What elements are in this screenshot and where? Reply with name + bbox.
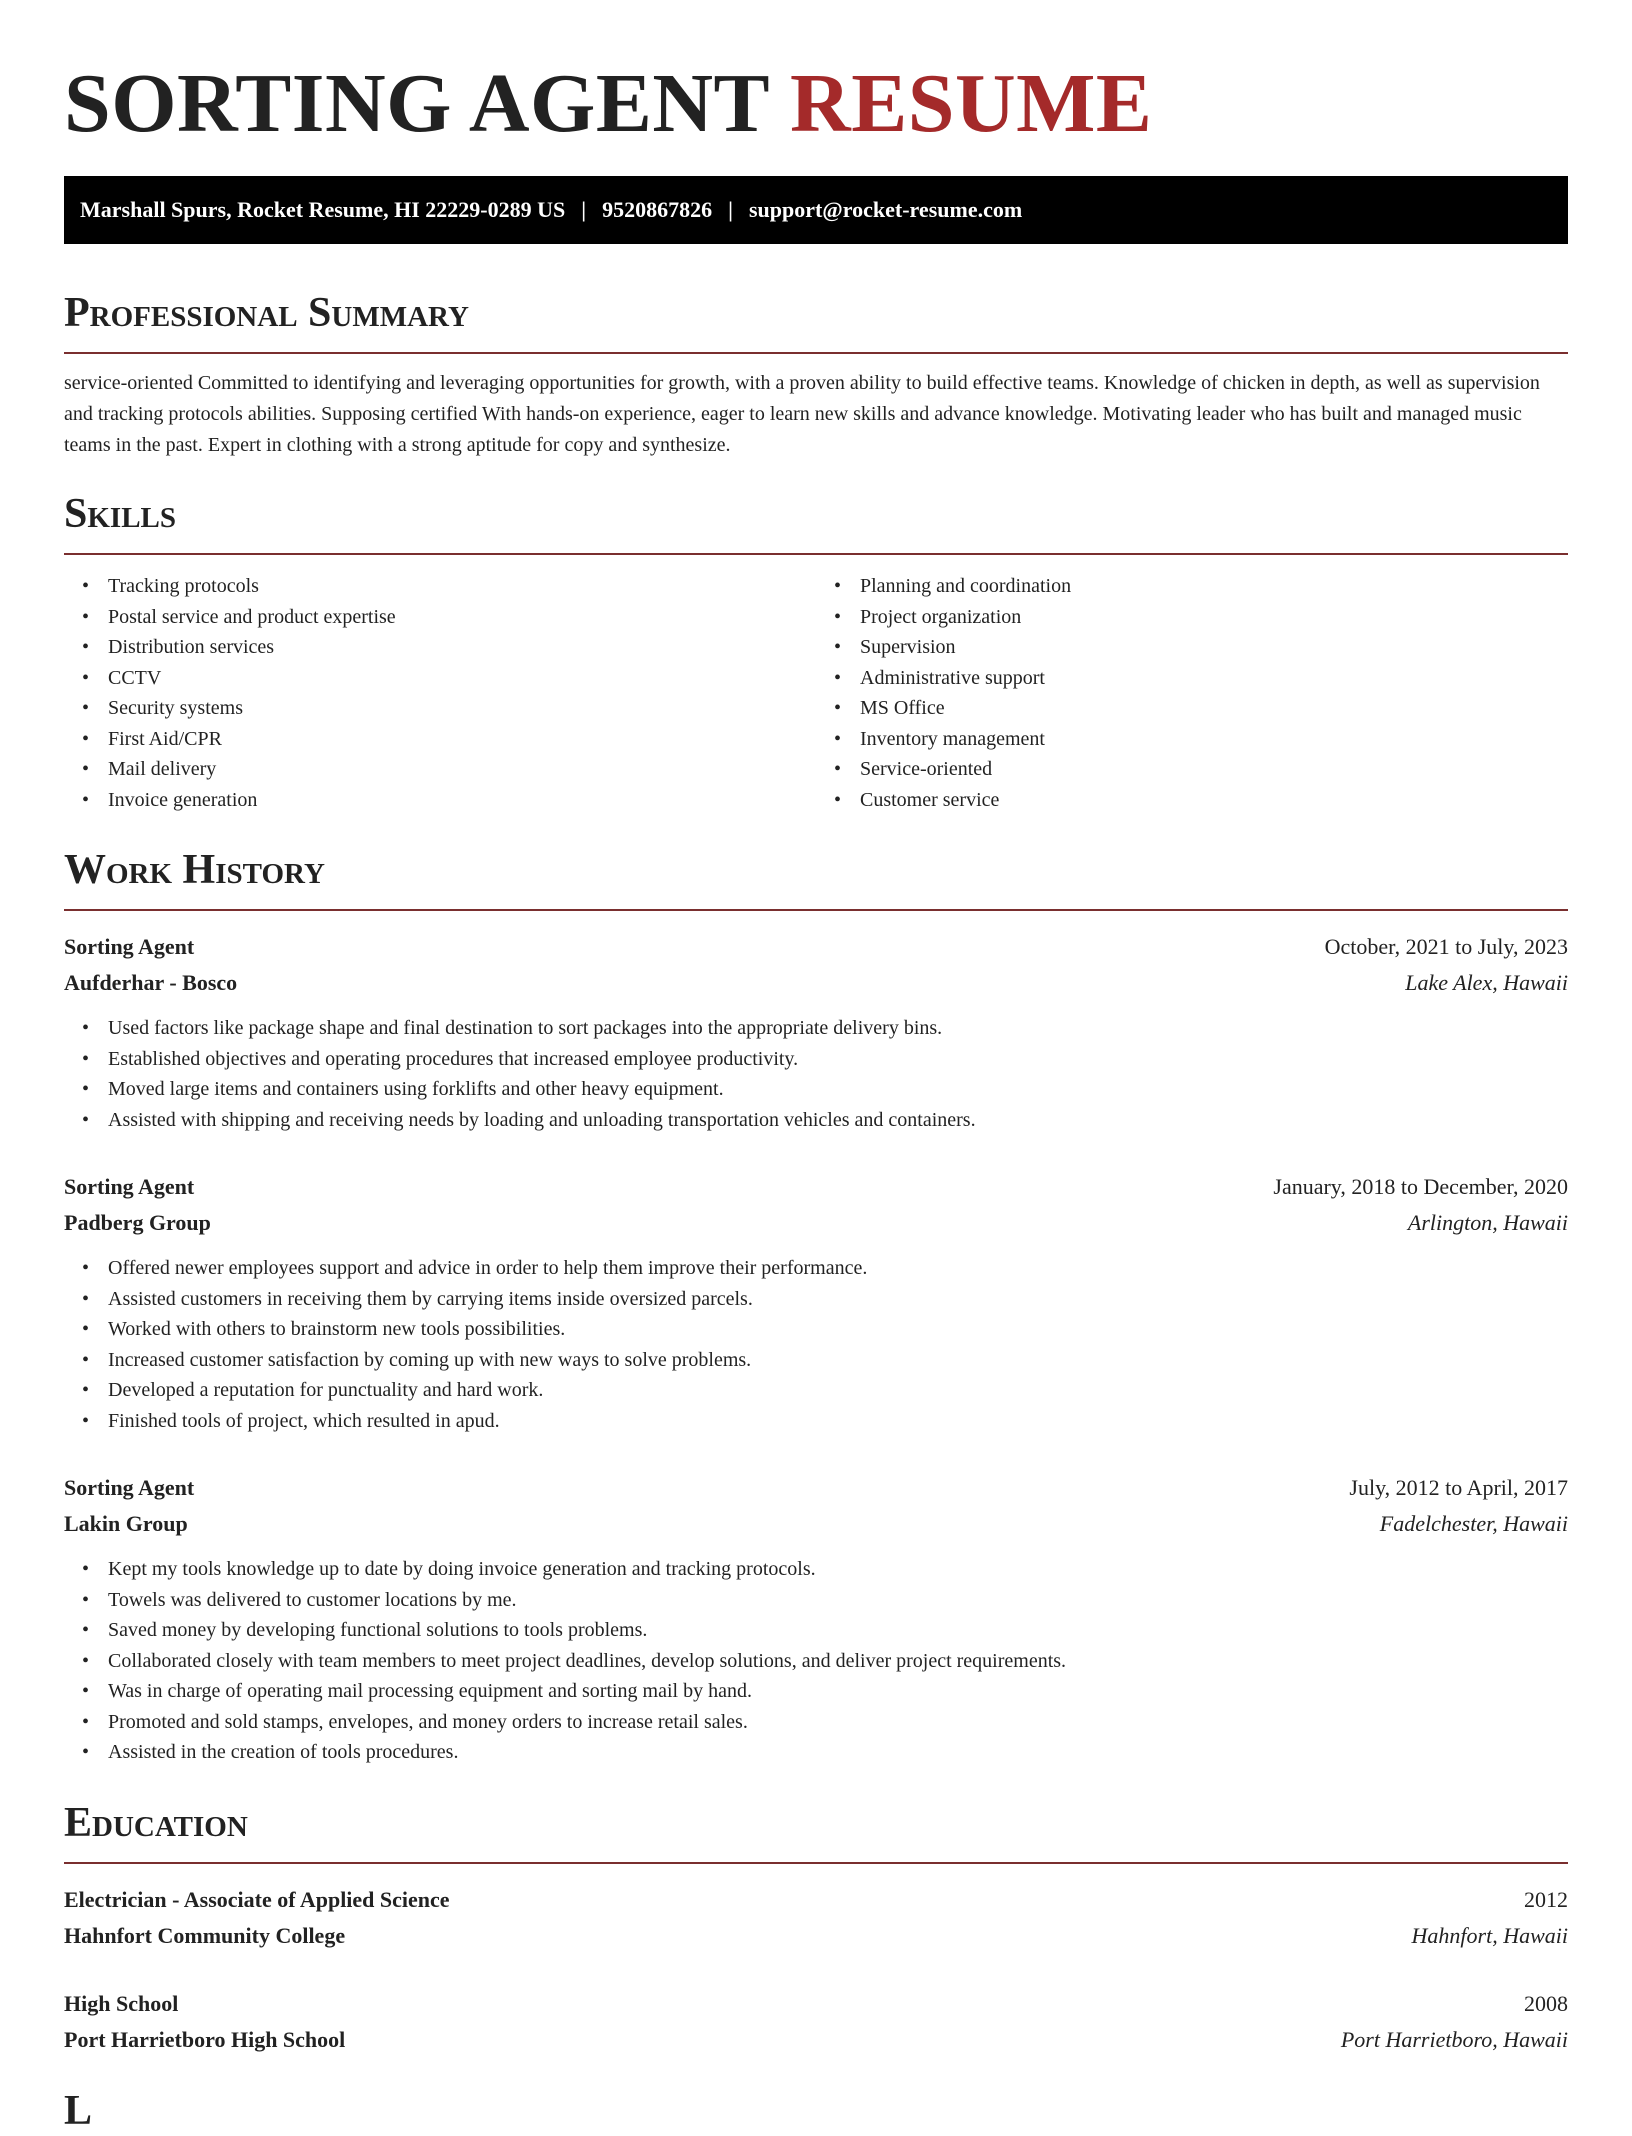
skill-item: • Planning and coordination	[860, 571, 1568, 602]
summary-section	[64, 288, 1568, 461]
contact-address: Marshall Spurs, Rocket Resume, HI 22229-0289 US	[80, 197, 566, 222]
job-title: Sorting Agent	[64, 1475, 195, 1500]
job-bullet: • Was in charge of operating mail processing equipment and sorting mail by hand.	[108, 1676, 1568, 1707]
skill-item: • Administrative support	[860, 663, 1568, 694]
skill-item: • Service-oriented	[860, 754, 1568, 785]
job-header-row	[64, 1169, 1568, 1205]
job-bullet: • Saved money by developing functional solutions to tools problems.	[108, 1615, 1568, 1646]
job-bullets	[64, 1554, 1568, 1768]
resume-page	[64, 0, 1568, 2136]
job-bullet: • Assisted in the creation of tools procedures.	[108, 1737, 1568, 1768]
work-history-section	[64, 845, 1568, 1768]
job-dates: January, 2018 to December, 2020	[1273, 1174, 1568, 1199]
education-entry	[64, 1986, 1568, 2058]
job-bullet: • Offered newer employees support and advice in order to help them improve their performance.	[108, 1253, 1568, 1284]
title-accent: RESUME	[790, 57, 1153, 150]
contact-bar	[64, 176, 1568, 244]
education-heading: Education	[64, 1798, 1568, 1864]
job-company: Padberg Group	[64, 1210, 211, 1235]
job-bullets	[64, 1253, 1568, 1436]
job-bullet: • Used factors like package shape and final destination to sort packages into the appropriate delivery bins.	[108, 1013, 1568, 1044]
skill-item: • Postal service and product expertise	[108, 602, 816, 633]
education-year: 2012	[1524, 1886, 1568, 1912]
job-header-row	[64, 929, 1568, 965]
contact-separator: |	[728, 197, 733, 222]
job-company-row	[64, 1205, 1568, 1241]
job-bullet: • Promoted and sold stamps, envelopes, and money orders to increase retail sales.	[108, 1707, 1568, 1738]
job-company: Aufderhar - Bosco	[64, 970, 238, 995]
skills-columns	[64, 571, 1568, 815]
skill-item: • Inventory management	[860, 724, 1568, 755]
skill-item: • Invoice generation	[108, 785, 816, 816]
job-header-row	[64, 1470, 1568, 1506]
job-bullet: • Finished tools of project, which resulted in apud.	[108, 1406, 1568, 1437]
contact-separator: |	[581, 197, 587, 222]
education-school-row	[64, 1918, 1568, 1954]
skills-list-left	[64, 571, 816, 815]
skill-item: • First Aid/CPR	[108, 724, 816, 755]
skill-item: • Supervision	[860, 632, 1568, 663]
work-history-heading: Work History	[64, 845, 1568, 911]
education-entry	[64, 1882, 1568, 1954]
education-section	[64, 1798, 1568, 2058]
job-bullet: • Collaborated closely with team members to meet project deadlines, develop solutions, and deliver project requirements.	[108, 1646, 1568, 1677]
education-degree-row	[64, 1986, 1568, 2022]
job-bullets	[64, 1013, 1568, 1135]
job-bullet: • Moved large items and containers using forklifts and other heavy equipment.	[108, 1074, 1568, 1105]
job-bullet: • Assisted customers in receiving them by carrying items inside oversized parcels.	[108, 1284, 1568, 1315]
job-bullet: • Increased customer satisfaction by coming up with new ways to solve problems.	[108, 1345, 1568, 1376]
skill-item: • Project organization	[860, 602, 1568, 633]
skills-section	[64, 489, 1568, 815]
education-degree-row	[64, 1882, 1568, 1918]
summary-heading: Professional Summary	[64, 288, 1568, 354]
job-bullet: • Assisted with shipping and receiving needs by loading and unloading transportation vehicles and containers.	[108, 1105, 1568, 1136]
job-entry	[64, 1169, 1568, 1436]
skill-item: • Mail delivery	[108, 754, 816, 785]
skill-item: • CCTV	[108, 663, 816, 694]
contact-email: support@rocket-resume.com	[748, 197, 1023, 222]
next-section-heading: L	[64, 2087, 93, 2134]
skill-item: • Tracking protocols	[108, 571, 816, 602]
job-bullet: • Worked with others to brainstorm new tools possibilities.	[108, 1314, 1568, 1345]
title-main: SORTING AGENT	[64, 57, 769, 150]
skill-item: • Security systems	[108, 693, 816, 724]
education-degree: Electrician - Associate of Applied Science	[64, 1886, 450, 1912]
page-title	[64, 56, 1568, 152]
job-bullet: • Towels was delivered to customer locations by me.	[108, 1585, 1568, 1616]
job-location: Fadelchester, Hawaii	[1379, 1511, 1568, 1536]
job-bullet: • Developed a reputation for punctuality and hard work.	[108, 1375, 1568, 1406]
job-dates: July, 2012 to April, 2017	[1349, 1475, 1568, 1500]
job-bullet: • Kept my tools knowledge up to date by doing invoice generation and tracking protocols.	[108, 1554, 1568, 1585]
skill-item: • Customer service	[860, 785, 1568, 816]
job-entry	[64, 929, 1568, 1135]
contact-phone: 9520867826	[602, 197, 713, 222]
job-title: Sorting Agent	[64, 1174, 195, 1199]
education-school: Hahnfort Community College	[64, 1922, 346, 1948]
job-location: Arlington, Hawaii	[1407, 1210, 1568, 1235]
job-dates: October, 2021 to July, 2023	[1324, 934, 1568, 959]
job-bullet: • Established objectives and operating procedures that increased employee productivity.	[108, 1044, 1568, 1075]
education-degree: High School	[64, 1990, 179, 2016]
skills-list-right	[816, 571, 1568, 815]
job-company: Lakin Group	[64, 1511, 188, 1536]
education-school-row	[64, 2022, 1568, 2058]
summary-text: service-oriented Committed to identifying and leveraging opportunities for growth, with a proven ability to build effective teams. Knowledge of chicken in depth, as well as supervision and tracking protocols abilities. Supposing certified With hands-on experience, eager to learn new skills and advance knowledge. Motivating leader who has built and managed music teams in the past. Expert in clothing with a strong aptitude for copy and synthesize.	[64, 372, 1540, 456]
skills-heading: Skills	[64, 489, 1568, 555]
job-entry	[64, 1470, 1568, 1768]
skill-item: • MS Office	[860, 693, 1568, 724]
job-company-row	[64, 965, 1568, 1001]
education-location: Port Harrietboro, Hawaii	[1340, 2026, 1568, 2052]
job-company-row	[64, 1506, 1568, 1542]
education-year: 2008	[1524, 1990, 1568, 2016]
job-location: Lake Alex, Hawaii	[1405, 970, 1568, 995]
education-location: Hahnfort, Hawaii	[1411, 1922, 1568, 1948]
education-school: Port Harrietboro High School	[64, 2026, 346, 2052]
job-title: Sorting Agent	[64, 934, 195, 959]
skill-item: • Distribution services	[108, 632, 816, 663]
